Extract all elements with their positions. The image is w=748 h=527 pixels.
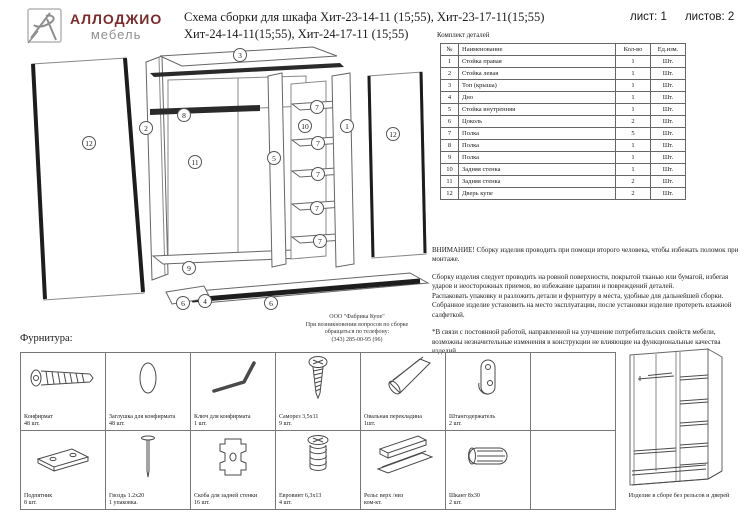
- assembled-product-drawing: [618, 343, 740, 491]
- hardware-item-euro-screw: Евровинт 6,3х13 4 шт.: [276, 431, 361, 509]
- exploded-assembly-diagram: [10, 46, 434, 318]
- rod-holder-icon: [446, 355, 530, 401]
- wooden-dowel-icon: [446, 433, 530, 479]
- callout-part-10: 10: [298, 119, 312, 133]
- company-logo-icon: [26, 7, 64, 45]
- oval-bar-icon: [361, 355, 445, 401]
- table-row: 10 Задняя стенка 1 Шт.: [441, 164, 686, 176]
- callout-part-11: 11: [188, 155, 202, 169]
- confirmat-screw-icon: [21, 355, 105, 401]
- note-disclaimer: *В связи с постоянной работой, направленной на улучшение потребительских свойств мебели, возможны незначительные изменения в конструкции не влияющие на функциональные качества изделий.: [432, 328, 721, 355]
- hardware-section-title: Фурнитура:: [20, 333, 73, 344]
- callout-part-2: 2: [139, 121, 153, 135]
- callout-part-7a: 7: [310, 100, 324, 114]
- table-row: 9 Полка 1 Шт.: [441, 152, 686, 164]
- callout-part-7b: 7: [311, 136, 325, 150]
- document-title-line2: Хит-24-14-11(15;55), Хит-24-17-11 (15;55): [184, 26, 409, 41]
- hardware-empty-cell: [531, 353, 616, 431]
- note-paragraph-1: Сборку изделия следует проводить на ровной поверхности, покрытой тканью или бумагой, избегая ударов и неосторожных приемов, во избежание царапин и повреждений деталей.: [432, 272, 729, 291]
- factory-phone: (343) 285-00-95 (96): [331, 336, 383, 343]
- parts-table-header-row: [441, 44, 686, 56]
- table-row: 5 Стойка внутренняя 1 Шт.: [441, 104, 686, 116]
- hardware-item-cap-plug: Заглушка для конфирмата 48 шт.: [106, 353, 191, 431]
- euro-screw-icon: [276, 433, 360, 479]
- hardware-empty-cell: [531, 431, 616, 509]
- callout-part-9: 9: [182, 261, 196, 275]
- table-row: 11 Задняя стенка 2 Шт.: [441, 176, 686, 188]
- company-tagline: мебель: [90, 27, 142, 42]
- sheets-total: листов: 2: [684, 11, 735, 23]
- warning-text: ВНИМАНИЕ! Сборку изделия проводить при помощи второго человека, чтобы избежать поломок при монтаже.: [432, 246, 739, 264]
- hardware-item-foot-plate: Подпятник 8 шт.: [21, 431, 106, 509]
- hardware-grid: [20, 352, 616, 510]
- sheet-info: [630, 11, 734, 23]
- callout-part-12-right: 12: [386, 127, 400, 141]
- factory-name: ООО "Фабрика Купе": [329, 314, 385, 320]
- back-panel-bracket-icon: [191, 433, 275, 479]
- table-row: 4 Дно 1 Шт.: [441, 92, 686, 104]
- note-paragraph-3: Собранное изделие установить на место эксплуатации, после установки изделие протереть влажной салфеткой.: [432, 301, 732, 319]
- callout-part-6a: 6: [176, 296, 190, 310]
- table-row: 8 Полка 1 Шт.: [441, 140, 686, 152]
- hardware-item-back-panel-bracket: Скоба для задней стенки 16 шт.: [191, 431, 276, 509]
- hardware-item-nail: Гвоздь 1.2х20 1 упаковка.: [106, 431, 191, 509]
- document-title: [184, 9, 584, 43]
- col-header-num: №: [441, 44, 459, 56]
- exploded-diagram-drawing: [10, 46, 434, 318]
- self-tapping-screw-icon: [276, 355, 360, 401]
- company-logo-text: [70, 11, 162, 42]
- factory-note-line3: обращаться по телефону:: [324, 329, 390, 335]
- hardware-item-rail-profile: Рельс верх /низ ком-кт.: [361, 431, 446, 509]
- callout-part-6b: 6: [264, 296, 278, 310]
- assembled-product-caption: Изделие в сборе без рельсов и дверей: [628, 492, 730, 499]
- callout-part-12-left: 12: [82, 136, 96, 150]
- parts-table: [440, 43, 686, 200]
- table-row: 12 Дверь купе 2 Шт.: [441, 188, 686, 200]
- hardware-item-self-tapping-screw: Саморез 3,5х11 9 шт.: [276, 353, 361, 431]
- document-title-line1: Схема сборки для шкафа Хит-23-14-11 (15;55), Хит-23-17-11(15;55): [184, 10, 545, 24]
- table-row: 2 Стойка левая 1 Шт.: [441, 68, 686, 80]
- table-row: 6 Цоколь 2 Шт.: [441, 116, 686, 128]
- col-header-name: Наименование: [459, 44, 616, 56]
- parts-table-title: Комплект деталей: [437, 32, 490, 39]
- callout-part-1: 1: [340, 119, 354, 133]
- factory-contact-note: [272, 314, 442, 344]
- callout-part-3: 3: [233, 48, 247, 62]
- hardware-item-hex-key: Ключ для конфирмата 1 шт.: [191, 353, 276, 431]
- hardware-item-rod-holder: Штангодержатель 2 шт.: [446, 353, 531, 431]
- col-header-unit: Ед.изм.: [651, 44, 686, 56]
- callout-part-7d: 7: [310, 201, 324, 215]
- hex-key-icon: [191, 355, 275, 401]
- hardware-item-confirmat: Конфирмат 48 шт.: [21, 353, 106, 431]
- rail-profile-icon: [361, 433, 445, 479]
- hardware-item-wooden-dowel: Шкант 8х30 2 шт.: [446, 431, 531, 509]
- factory-note-line2: При возникновении вопросов по сборке: [305, 321, 409, 328]
- nail-icon: [106, 433, 190, 479]
- sheet-number: лист: 1: [630, 11, 667, 23]
- cap-plug-icon: [106, 355, 190, 401]
- callout-part-7c: 7: [311, 167, 325, 181]
- company-name: АЛЛОДЖИО: [70, 11, 163, 27]
- table-row: 1 Стойка правая 1 Шт.: [441, 56, 686, 68]
- note-paragraph-2: Распаковать упаковку и разложить детали и фурнитуру в места, удобные для дальнейшей сборки.: [432, 291, 724, 300]
- callout-part-4: 4: [198, 294, 212, 308]
- foot-plate-icon: [21, 433, 105, 479]
- callout-part-8: 8: [177, 108, 191, 122]
- callout-part-7e: 7: [313, 234, 327, 248]
- table-row: 3 Топ (крыша) 1 Шт.: [441, 80, 686, 92]
- callout-part-5: 5: [267, 151, 281, 165]
- table-row: 7 Полка 5 Шт.: [441, 128, 686, 140]
- hardware-item-oval-bar: Овальная перекладина 1шт.: [361, 353, 446, 431]
- assembly-notes: [432, 246, 746, 356]
- col-header-qty: Кол-во: [616, 44, 651, 56]
